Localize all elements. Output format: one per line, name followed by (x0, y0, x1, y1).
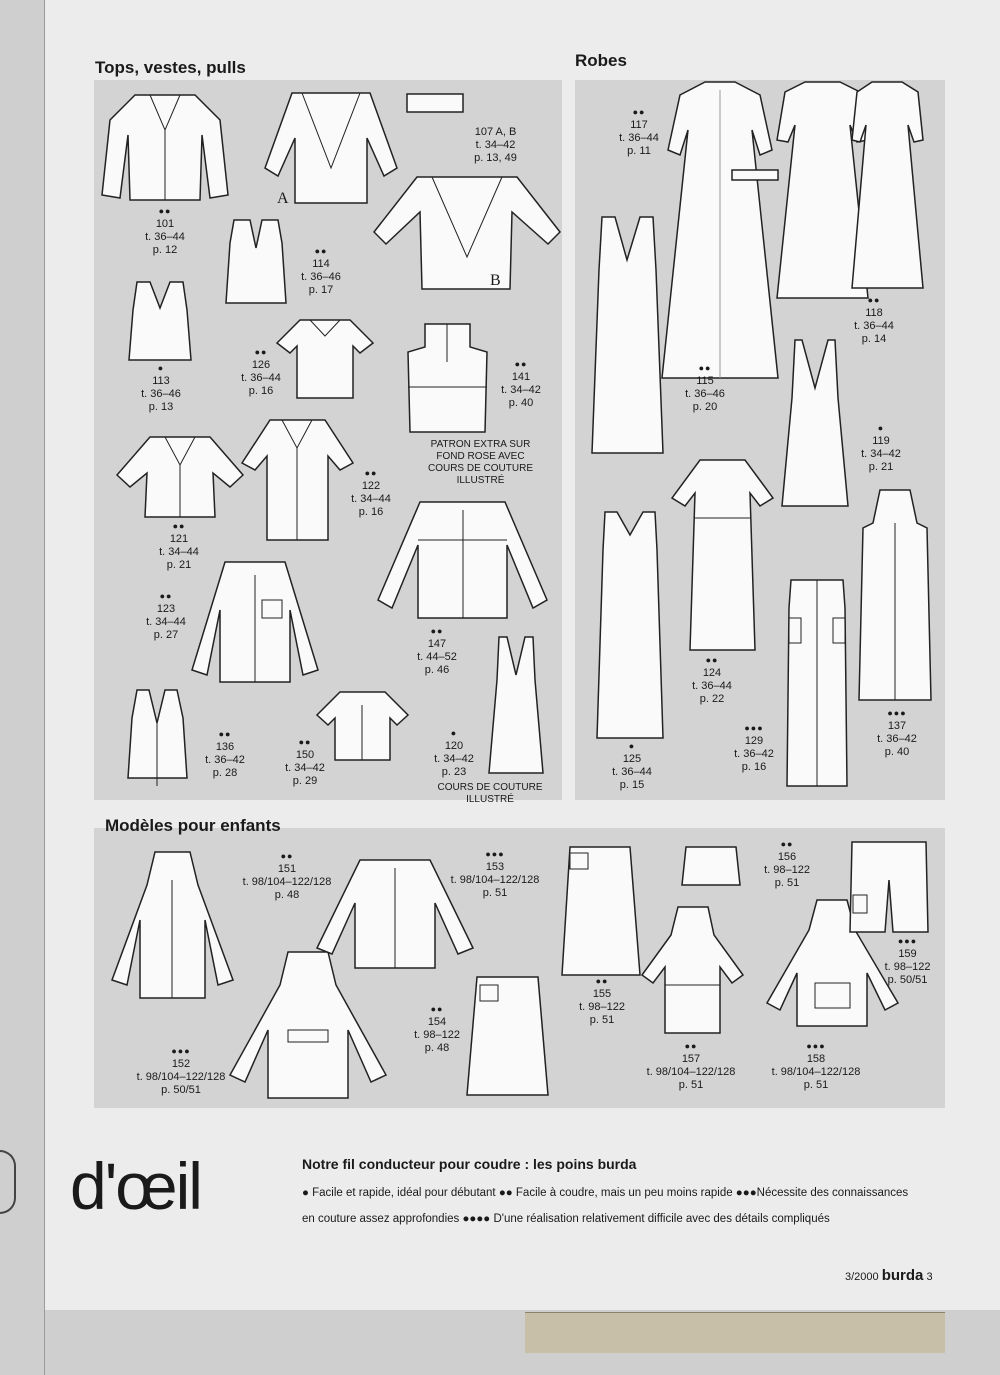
item-137: ●●● 137 t. 36–42 p. 40 (877, 708, 917, 758)
garment-107-band (405, 92, 465, 114)
item-159: ●●● 159 t. 98–122 p. 50/51 (884, 936, 931, 986)
garment-156-skirt (680, 845, 742, 887)
letter-a: A (277, 190, 289, 207)
legend-title: Notre fil conducteur pour coudre : les poins burda (302, 1156, 637, 1172)
item-147: ●● 147 t. 44–52 p. 46 (417, 626, 457, 676)
garment-114-vest (222, 218, 290, 306)
garment-141-top (405, 322, 490, 437)
letter-b: B (490, 272, 501, 289)
garment-118-dress-back (850, 80, 925, 290)
item-107: 107 A, B t. 34–42 p. 13, 49 (474, 126, 517, 164)
legend-line-1: ● Facile et rapide, idéal pour débutant ●● Facile à coudre, mais un peu moins rapide ●●●Nécessite des connaissances (302, 1187, 909, 1199)
garment-122-shirt (240, 418, 355, 543)
garment-154-skirt (465, 975, 550, 1098)
garment-113-vest (125, 280, 195, 362)
garment-107b-sweater (372, 172, 562, 292)
item-101: ●● 101 t. 36–44 p. 12 (145, 206, 185, 256)
garment-137-dress (855, 488, 935, 703)
item-129: ●●● 129 t. 36–42 p. 16 (734, 723, 774, 773)
item-158: ●●● 158 t. 98/104–122/128 p. 51 (771, 1041, 861, 1091)
item-119: ● 119 t. 34–42 p. 21 (861, 423, 901, 473)
binding-edge (0, 0, 45, 1375)
item-151: ●● 151 t. 98/104–122/128 p. 48 (242, 851, 332, 901)
item-157: ●● 157 t. 98/104–122/128 p. 51 (646, 1041, 736, 1091)
item-136: ●● 136 t. 36–42 p. 28 (205, 729, 245, 779)
item-153: ●●● 153 t. 98/104–122/128 p. 51 (450, 849, 540, 899)
garment-117-dress (660, 80, 780, 380)
garment-129-dress (783, 578, 851, 788)
section-title-robes: Robes (575, 51, 627, 70)
item-156: ●● 156 t. 98–122 p. 51 (764, 839, 810, 889)
garment-115-dress (590, 215, 665, 455)
garment-117-belt (730, 168, 780, 182)
section-title-tops: Tops, vestes, pulls (95, 58, 246, 77)
brand-name: burda (881, 1267, 924, 1284)
garment-126-tshirt (275, 318, 375, 400)
garment-136-vest (125, 688, 190, 788)
garment-124-dress (670, 458, 775, 653)
item-141: ●● 141 t. 34–42 p. 40 (501, 359, 541, 409)
item-118: ●● 118 t. 36–44 p. 14 (854, 295, 894, 345)
garment-155-skirt (560, 845, 642, 977)
item-114: ●● 114 t. 36–46 p. 17 (301, 246, 341, 296)
page-number: 3 (926, 1271, 933, 1283)
garment-152-anorak (228, 950, 388, 1100)
garment-121-blouse (115, 435, 245, 520)
garment-125-dress (595, 510, 665, 740)
item-154: ●● 154 t. 98–122 p. 48 (414, 1004, 460, 1054)
garment-101-jacket (100, 90, 230, 205)
cut-off-letter (0, 1150, 16, 1214)
page-footer (845, 1267, 933, 1284)
item-115: ●● 115 t. 36–46 p. 20 (685, 363, 725, 413)
page-bottom-edge (45, 1310, 1000, 1375)
item-150: ●● 150 t. 34–42 p. 29 (285, 737, 325, 787)
item-152: ●●● 152 t. 98/104–122/128 p. 50/51 (136, 1046, 226, 1096)
torn-paper (525, 1312, 945, 1353)
item-121: ●● 121 t. 34–44 p. 21 (159, 521, 199, 571)
item-126: ●● 126 t. 36–44 p. 16 (241, 347, 281, 397)
note-patron-extra: PATRON EXTRA SUR FOND ROSE AVEC COURS DE COUTURE ILLUSTRÉ (427, 439, 533, 486)
section-title-enfants: Modèles pour enfants (105, 816, 281, 835)
garment-120-pinafore (485, 635, 547, 775)
legend-line-2: en couture assez approfondies ●●●● D'une réalisation relativement difficile avec des détails compliqués (302, 1213, 830, 1225)
garment-159-shorts (848, 840, 930, 935)
item-123: ●● 123 t. 34–44 p. 27 (146, 591, 186, 641)
garment-151-hooded-jacket (110, 850, 235, 1000)
item-125: ● 125 t. 36–44 p. 15 (612, 741, 652, 791)
item-155: ●● 155 t. 98–122 p. 51 (579, 976, 625, 1026)
garment-157-hoodie (640, 905, 745, 1035)
garment-123-jacket (190, 560, 320, 685)
garment-119-apron-dress (780, 338, 850, 508)
item-124: ●● 124 t. 36–44 p. 22 (692, 655, 732, 705)
note-cours-couture: COURS DE COUTURE ILLUSTRÉ (437, 782, 543, 805)
item-117: ●● 117 t. 36–44 p. 11 (619, 107, 659, 157)
section-heading-doeil: d'œil (70, 1149, 201, 1223)
item-113: ● 113 t. 36–46 p. 13 (141, 363, 181, 413)
garment-147-jacket (375, 500, 550, 622)
item-122: ●● 122 t. 34–44 p. 16 (351, 468, 391, 518)
issue-number: 3/2000 (845, 1271, 879, 1283)
item-120: ● 120 t. 34–42 p. 23 (434, 728, 474, 778)
